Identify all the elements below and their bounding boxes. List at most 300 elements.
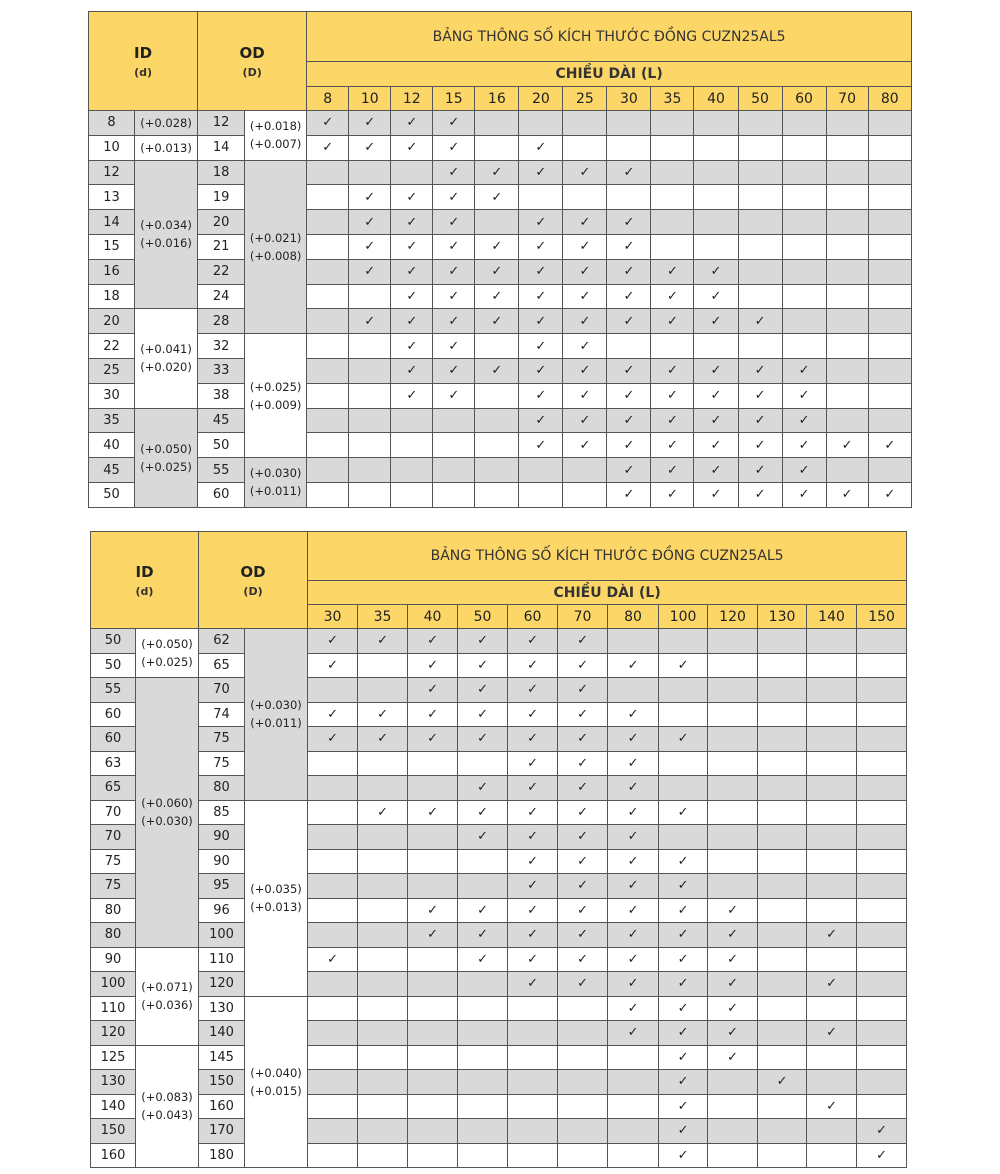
check-mark-icon: ✓ [738, 358, 782, 383]
empty-cell [694, 334, 738, 359]
table-row [91, 678, 907, 703]
od-value: 12 [198, 111, 245, 136]
empty-cell [308, 874, 358, 899]
empty-cell [807, 727, 857, 752]
empty-cell [758, 653, 807, 678]
empty-cell [782, 284, 826, 309]
empty-cell [563, 185, 607, 210]
table-row [91, 800, 907, 825]
id-symbol: (d) [135, 584, 154, 598]
check-mark-icon: ✓ [391, 185, 433, 210]
check-mark-icon: ✓ [458, 947, 508, 972]
od-value: 180 [199, 1143, 245, 1168]
table-row [91, 1094, 907, 1119]
od-value: 85 [199, 800, 245, 825]
tolerance-upper: (+0.034) [140, 218, 192, 233]
tolerance-lower: (+0.025) [141, 655, 193, 669]
empty-cell [782, 309, 826, 334]
check-mark-icon: ✓ [519, 309, 563, 334]
empty-cell [738, 259, 782, 284]
id-value: 60 [91, 727, 136, 752]
empty-cell [758, 849, 807, 874]
check-mark-icon: ✓ [782, 482, 826, 507]
check-mark-icon: ✓ [508, 947, 558, 972]
empty-cell [758, 947, 807, 972]
empty-cell [349, 482, 391, 507]
check-mark-icon: ✓ [558, 947, 608, 972]
check-mark-icon: ✓ [694, 408, 738, 433]
empty-cell [608, 1070, 659, 1095]
check-mark-icon: ✓ [659, 1119, 708, 1144]
empty-cell [607, 135, 651, 160]
check-mark-icon: ✓ [475, 185, 519, 210]
check-mark-icon: ✓ [608, 898, 659, 923]
id-value: 90 [91, 947, 136, 972]
check-mark-icon: ✓ [558, 800, 608, 825]
table-row [89, 334, 912, 359]
check-mark-icon: ✓ [694, 383, 738, 408]
id-value: 125 [91, 1045, 136, 1070]
check-mark-icon: ✓ [659, 947, 708, 972]
check-mark-icon: ✓ [308, 629, 358, 654]
check-mark-icon: ✓ [826, 433, 868, 458]
empty-cell [563, 135, 607, 160]
empty-cell [308, 1119, 358, 1144]
id-value: 140 [91, 1094, 136, 1119]
empty-cell [307, 482, 349, 507]
length-col-header: 80 [608, 605, 659, 629]
empty-cell [659, 678, 708, 703]
empty-cell [433, 433, 475, 458]
table-row [89, 135, 912, 160]
empty-cell [807, 629, 857, 654]
empty-cell [857, 849, 907, 874]
tolerance-upper: (+0.035) [250, 882, 302, 896]
table-row [91, 1119, 907, 1144]
od-value: 96 [199, 898, 245, 923]
id-value: 12 [89, 160, 135, 185]
empty-cell [708, 629, 758, 654]
length-col-header: 120 [708, 605, 758, 629]
check-mark-icon: ✓ [391, 383, 433, 408]
check-mark-icon: ✓ [508, 702, 558, 727]
check-mark-icon: ✓ [563, 210, 607, 235]
od-symbol: (D) [242, 65, 262, 79]
empty-cell [868, 111, 911, 136]
table-row [91, 1070, 907, 1095]
check-mark-icon: ✓ [307, 111, 349, 136]
empty-cell [408, 751, 458, 776]
empty-cell [694, 210, 738, 235]
empty-cell [358, 751, 408, 776]
empty-cell [807, 898, 857, 923]
empty-cell [807, 702, 857, 727]
check-mark-icon: ✓ [408, 923, 458, 948]
check-mark-icon: ✓ [659, 1143, 708, 1168]
check-mark-icon: ✓ [563, 383, 607, 408]
id-value: 25 [89, 358, 135, 383]
empty-cell [308, 751, 358, 776]
empty-cell [857, 776, 907, 801]
empty-cell [558, 1070, 608, 1095]
empty-cell [868, 185, 911, 210]
empty-cell [349, 334, 391, 359]
empty-cell [758, 629, 807, 654]
length-col-header: 60 [508, 605, 558, 629]
check-mark-icon: ✓ [408, 702, 458, 727]
check-mark-icon: ✓ [607, 210, 651, 235]
empty-cell [758, 825, 807, 850]
empty-cell [708, 825, 758, 850]
check-mark-icon: ✓ [782, 408, 826, 433]
check-mark-icon: ✓ [607, 309, 651, 334]
check-mark-icon: ✓ [782, 433, 826, 458]
check-mark-icon: ✓ [308, 653, 358, 678]
check-mark-icon: ✓ [608, 1021, 659, 1046]
check-mark-icon: ✓ [826, 482, 868, 507]
empty-cell [708, 702, 758, 727]
check-mark-icon: ✓ [433, 135, 475, 160]
tolerance-lower: (+0.030) [141, 814, 193, 829]
empty-cell [758, 1143, 807, 1168]
check-mark-icon: ✓ [508, 825, 558, 850]
length-col-header: 40 [694, 87, 738, 111]
id-tolerance [135, 408, 198, 507]
empty-cell [358, 1094, 408, 1119]
check-mark-icon: ✓ [458, 898, 508, 923]
id-value: 80 [91, 898, 136, 923]
tolerance-upper: (+0.071) [141, 980, 193, 994]
check-mark-icon: ✓ [738, 482, 782, 507]
table-row [91, 947, 907, 972]
check-mark-icon: ✓ [519, 433, 563, 458]
check-mark-icon: ✓ [758, 1070, 807, 1095]
check-mark-icon: ✓ [391, 259, 433, 284]
empty-cell [508, 1021, 558, 1046]
id-tolerance [136, 629, 199, 678]
check-mark-icon: ✓ [807, 923, 857, 948]
empty-cell [307, 160, 349, 185]
empty-cell [408, 1070, 458, 1095]
empty-cell [758, 678, 807, 703]
check-mark-icon: ✓ [694, 309, 738, 334]
empty-cell [408, 996, 458, 1021]
length-col-header: 16 [475, 87, 519, 111]
check-mark-icon: ✓ [475, 259, 519, 284]
od-value: 130 [199, 996, 245, 1021]
check-mark-icon: ✓ [391, 284, 433, 309]
empty-cell [708, 776, 758, 801]
empty-cell [563, 458, 607, 483]
od-tolerance [245, 160, 307, 334]
od-value: 160 [199, 1094, 245, 1119]
empty-cell [607, 185, 651, 210]
empty-cell [708, 874, 758, 899]
empty-cell [408, 1021, 458, 1046]
empty-cell [433, 458, 475, 483]
check-mark-icon: ✓ [408, 727, 458, 752]
empty-cell [308, 849, 358, 874]
id-tolerance: (+0.028) [135, 111, 198, 136]
check-mark-icon: ✓ [608, 923, 659, 948]
empty-cell [408, 1045, 458, 1070]
empty-cell [408, 947, 458, 972]
empty-cell [391, 408, 433, 433]
empty-cell [782, 185, 826, 210]
tolerance-lower: (+0.036) [141, 998, 193, 1012]
empty-cell [807, 1070, 857, 1095]
id-value: 50 [89, 482, 135, 507]
check-mark-icon: ✓ [433, 383, 475, 408]
id-value: 50 [91, 653, 136, 678]
od-value: 150 [199, 1070, 245, 1095]
check-mark-icon: ✓ [508, 923, 558, 948]
check-mark-icon: ✓ [358, 800, 408, 825]
id-value: 18 [89, 284, 135, 309]
check-mark-icon: ✓ [694, 259, 738, 284]
id-tolerance [135, 160, 198, 309]
check-mark-icon: ✓ [408, 678, 458, 703]
check-mark-icon: ✓ [694, 358, 738, 383]
empty-cell [433, 408, 475, 433]
check-mark-icon: ✓ [433, 259, 475, 284]
od-value: 145 [199, 1045, 245, 1070]
empty-cell [807, 751, 857, 776]
empty-cell [475, 111, 519, 136]
check-mark-icon: ✓ [708, 898, 758, 923]
empty-cell [651, 234, 694, 259]
empty-cell [358, 972, 408, 997]
table-row [91, 1021, 907, 1046]
check-mark-icon: ✓ [358, 702, 408, 727]
check-mark-icon: ✓ [391, 210, 433, 235]
empty-cell [651, 160, 694, 185]
id-value: 35 [89, 408, 135, 433]
empty-cell [651, 111, 694, 136]
empty-cell [807, 776, 857, 801]
check-mark-icon: ✓ [358, 629, 408, 654]
empty-cell [519, 482, 563, 507]
empty-cell [307, 383, 349, 408]
table-row [91, 1143, 907, 1168]
check-mark-icon: ✓ [349, 210, 391, 235]
length-col-header: 20 [519, 87, 563, 111]
empty-cell [758, 1119, 807, 1144]
empty-cell [857, 923, 907, 948]
check-mark-icon: ✓ [349, 135, 391, 160]
empty-cell [651, 334, 694, 359]
check-mark-icon: ✓ [558, 629, 608, 654]
check-mark-icon: ✓ [508, 727, 558, 752]
empty-cell [857, 702, 907, 727]
table-row [91, 751, 907, 776]
empty-cell [608, 678, 659, 703]
tolerance-upper: (+0.025) [249, 379, 302, 394]
table-row [91, 849, 907, 874]
empty-cell [782, 210, 826, 235]
empty-cell [349, 383, 391, 408]
empty-cell [307, 234, 349, 259]
od-label: OD [239, 43, 265, 62]
empty-cell [857, 1045, 907, 1070]
empty-cell [408, 849, 458, 874]
check-mark-icon: ✓ [608, 849, 659, 874]
empty-cell [307, 433, 349, 458]
empty-cell [857, 629, 907, 654]
check-mark-icon: ✓ [458, 678, 508, 703]
od-value: 75 [199, 751, 245, 776]
empty-cell [659, 702, 708, 727]
check-mark-icon: ✓ [659, 1021, 708, 1046]
check-mark-icon: ✓ [508, 898, 558, 923]
length-col-header: 80 [868, 87, 911, 111]
empty-cell [758, 751, 807, 776]
empty-cell [475, 482, 519, 507]
od-value: 14 [198, 135, 245, 160]
empty-cell [868, 210, 911, 235]
empty-cell [408, 1143, 458, 1168]
check-mark-icon: ✓ [708, 923, 758, 948]
id-value: 8 [89, 111, 135, 136]
od-value: 50 [198, 433, 245, 458]
empty-cell [857, 678, 907, 703]
check-mark-icon: ✓ [475, 358, 519, 383]
table-row [91, 629, 907, 654]
empty-cell [391, 160, 433, 185]
empty-cell [758, 727, 807, 752]
tolerance-lower: (+0.013) [250, 900, 302, 914]
od-tolerance [245, 800, 308, 996]
empty-cell [857, 947, 907, 972]
check-mark-icon: ✓ [558, 653, 608, 678]
od-value: 95 [199, 874, 245, 899]
od-value: 140 [199, 1021, 245, 1046]
check-mark-icon: ✓ [391, 111, 433, 136]
od-value: 170 [199, 1119, 245, 1144]
check-mark-icon: ✓ [519, 358, 563, 383]
empty-cell [826, 185, 868, 210]
table-row [91, 923, 907, 948]
empty-cell [458, 849, 508, 874]
check-mark-icon: ✓ [651, 433, 694, 458]
tolerance-lower: (+0.016) [140, 236, 192, 251]
id-value: 70 [91, 825, 136, 850]
tolerance-upper: (+0.083) [141, 1090, 193, 1105]
empty-cell [349, 160, 391, 185]
empty-cell [826, 135, 868, 160]
empty-cell [475, 408, 519, 433]
check-mark-icon: ✓ [694, 284, 738, 309]
empty-cell [868, 259, 911, 284]
empty-cell [758, 1094, 807, 1119]
id-header [91, 532, 199, 629]
check-mark-icon: ✓ [868, 433, 911, 458]
table-row [91, 702, 907, 727]
od-value: 19 [198, 185, 245, 210]
empty-cell [307, 210, 349, 235]
empty-cell [659, 629, 708, 654]
check-mark-icon: ✓ [519, 334, 563, 359]
empty-cell [758, 923, 807, 948]
check-mark-icon: ✓ [433, 185, 475, 210]
check-mark-icon: ✓ [475, 284, 519, 309]
check-mark-icon: ✓ [659, 1094, 708, 1119]
check-mark-icon: ✓ [651, 259, 694, 284]
check-mark-icon: ✓ [651, 358, 694, 383]
check-mark-icon: ✓ [607, 358, 651, 383]
check-mark-icon: ✓ [475, 234, 519, 259]
empty-cell [826, 284, 868, 309]
empty-cell [857, 1094, 907, 1119]
length-col-header: 15 [433, 87, 475, 111]
check-mark-icon: ✓ [607, 160, 651, 185]
check-mark-icon: ✓ [563, 160, 607, 185]
check-mark-icon: ✓ [608, 825, 659, 850]
check-mark-icon: ✓ [651, 309, 694, 334]
od-tolerance [245, 111, 307, 161]
empty-cell [857, 800, 907, 825]
empty-cell [308, 1070, 358, 1095]
empty-cell [694, 234, 738, 259]
check-mark-icon: ✓ [519, 160, 563, 185]
empty-cell [807, 874, 857, 899]
check-mark-icon: ✓ [659, 800, 708, 825]
empty-cell [608, 1143, 659, 1168]
empty-cell [307, 185, 349, 210]
empty-cell [558, 996, 608, 1021]
tolerance-upper: (+0.018) [249, 119, 302, 134]
empty-cell [708, 800, 758, 825]
id-value: 160 [91, 1143, 136, 1168]
od-value: 74 [199, 702, 245, 727]
table-title: BẢNG THÔNG SỐ KÍCH THƯỚC ĐỒNG CUZN25AL5 [308, 532, 907, 581]
check-mark-icon: ✓ [349, 234, 391, 259]
empty-cell [807, 1119, 857, 1144]
empty-cell [807, 1143, 857, 1168]
check-mark-icon: ✓ [519, 210, 563, 235]
tolerance-lower: (+0.020) [140, 360, 192, 375]
empty-cell [782, 234, 826, 259]
empty-cell [826, 334, 868, 359]
id-value: 22 [89, 334, 135, 359]
check-mark-icon: ✓ [651, 284, 694, 309]
empty-cell [738, 210, 782, 235]
empty-cell [358, 996, 408, 1021]
empty-cell [558, 1119, 608, 1144]
check-mark-icon: ✓ [708, 972, 758, 997]
check-mark-icon: ✓ [308, 702, 358, 727]
check-mark-icon: ✓ [807, 1094, 857, 1119]
check-mark-icon: ✓ [608, 702, 659, 727]
spec-table-1 [88, 11, 912, 508]
od-value: 62 [199, 629, 245, 654]
empty-cell [307, 458, 349, 483]
empty-cell [738, 135, 782, 160]
check-mark-icon: ✓ [563, 358, 607, 383]
table-row [89, 433, 912, 458]
check-mark-icon: ✓ [391, 358, 433, 383]
check-mark-icon: ✓ [558, 898, 608, 923]
empty-cell [408, 1119, 458, 1144]
od-value: 70 [199, 678, 245, 703]
table-row [89, 309, 912, 334]
empty-cell [508, 996, 558, 1021]
empty-cell [608, 1045, 659, 1070]
od-value: 32 [198, 334, 245, 359]
length-col-header: 60 [782, 87, 826, 111]
empty-cell [738, 185, 782, 210]
empty-cell [659, 751, 708, 776]
